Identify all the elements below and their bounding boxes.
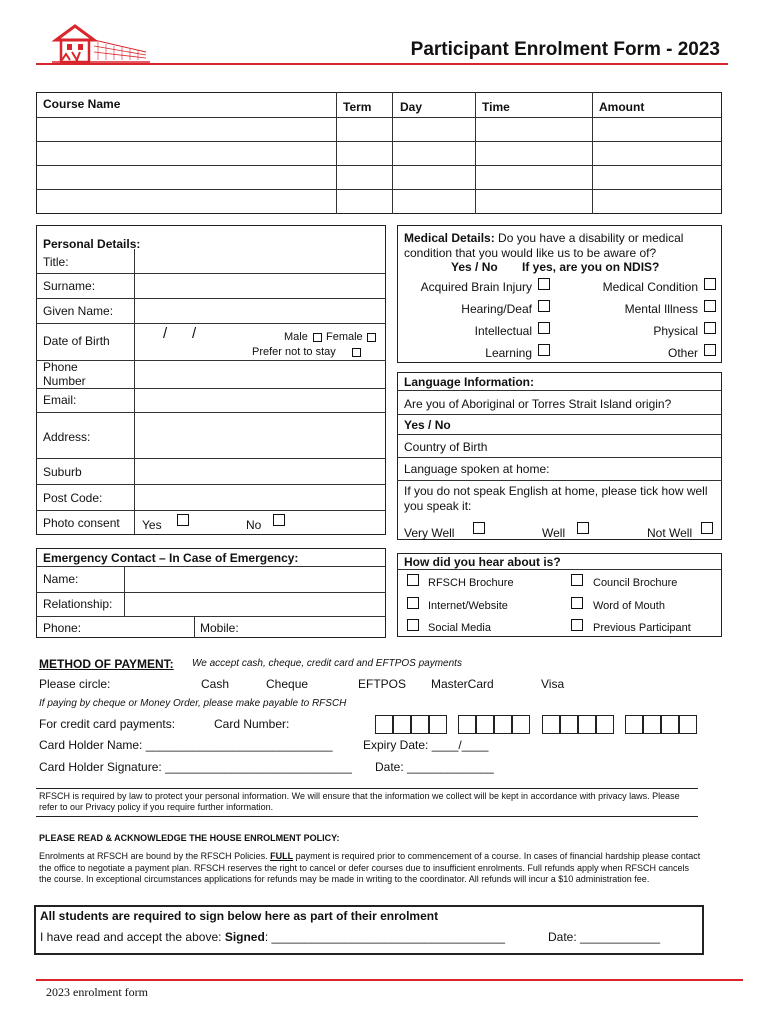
card-number-label: Card Number: — [214, 717, 290, 731]
origin-question: Are you of Aboriginal or Torres Strait Island origin? — [404, 397, 672, 411]
social-media-checkbox[interactable] — [407, 619, 419, 631]
course-row-1[interactable] — [38, 118, 720, 140]
course-row-4[interactable] — [38, 190, 720, 212]
origin-yes-no: Yes / No — [404, 418, 451, 432]
suburb-field[interactable] — [136, 460, 384, 483]
given-name-field[interactable] — [136, 300, 384, 322]
footer-rule — [36, 979, 743, 981]
word-of-mouth-label: Word of Mouth — [593, 600, 665, 612]
language-home-label: Language spoken at home: — [404, 462, 550, 476]
relationship-label: Relationship: — [43, 597, 113, 611]
dob-separator-1: / — [163, 325, 168, 342]
medical-option-abi: Acquired Brain Injury — [420, 280, 532, 294]
credit-card-label: For credit card payments: — [39, 717, 176, 731]
ndis-question: If yes, are you on NDIS? — [522, 260, 660, 274]
payment-date[interactable]: Date: _____________ — [375, 760, 494, 774]
medical-option-physical: Physical — [653, 324, 698, 338]
medical-option-hearing: Hearing/Deaf — [461, 302, 532, 316]
photo-consent-label: Photo consent — [43, 516, 120, 530]
emergency-phone-label: Phone: — [43, 621, 82, 635]
policy-text — [39, 851, 701, 886]
medical-option-intellectual: Intellectual — [474, 324, 532, 338]
abi-checkbox[interactable] — [538, 278, 550, 290]
country-of-birth-label: Country of Birth — [404, 440, 488, 454]
dob-field[interactable] — [136, 325, 246, 358]
footer-text: 2023 enrolment form — [46, 985, 148, 999]
course-row-2[interactable] — [38, 142, 720, 164]
phone-label: Phone Number — [43, 360, 86, 388]
medical-option-other: Other — [667, 346, 698, 360]
course-name-header: Course Name — [43, 97, 121, 111]
female-label: Female — [326, 331, 363, 343]
sign-line[interactable] — [40, 930, 505, 944]
postcode-label: Post Code: — [43, 491, 103, 505]
photo-no-checkbox[interactable] — [273, 514, 285, 526]
payment-cash[interactable]: Cash — [201, 677, 230, 691]
rfsch-brochure-checkbox[interactable] — [407, 574, 419, 586]
dob-separator-2: / — [192, 325, 197, 342]
medical-question — [404, 231, 716, 261]
internet-checkbox[interactable] — [407, 597, 419, 609]
postcode-field[interactable] — [136, 486, 384, 509]
policy-text-after: payment is required prior to commencement of a course. In cases of financial hardship please contact the office to negotiate a payment plan. RFSCH reserves the right to cancel or defer courses due to insufficient enrolments. Full refunds apply when RFSCH cancels the course. In exceptional circumstances applications for refunds may be made in writing to the coordinator. All refunds will incur a $10 administration fee. — [39, 851, 701, 884]
suburb-label: Suburb — [43, 465, 82, 479]
hearing-checkbox[interactable] — [538, 300, 550, 312]
title-rule — [36, 63, 728, 65]
emergency-name-label: Name: — [43, 572, 79, 586]
intellectual-checkbox[interactable] — [538, 322, 550, 334]
photo-yes-checkbox[interactable] — [177, 514, 189, 526]
well-label: Well — [542, 526, 566, 540]
not-well-label: Not Well — [647, 526, 693, 540]
rfsch-brochure-label: RFSCH Brochure — [428, 577, 514, 589]
internet-label: Internet/Website — [428, 600, 508, 612]
payment-visa[interactable]: Visa — [541, 677, 565, 691]
medical-condition-checkbox[interactable] — [704, 278, 716, 290]
medical-option-medical-condition: Medical Condition — [602, 280, 698, 294]
social-media-label: Social Media — [428, 622, 491, 634]
cheque-note: If paying by cheque or Money Order, please make payable to RFSCH — [39, 698, 347, 709]
payment-heading: METHOD OF PAYMENT: — [39, 657, 174, 671]
photo-no-label: No — [246, 518, 262, 532]
council-brochure-checkbox[interactable] — [571, 574, 583, 586]
word-of-mouth-checkbox[interactable] — [571, 597, 583, 609]
please-circle-label: Please circle: — [39, 677, 111, 691]
page-title: Participant Enrolment Form - 2023 — [410, 39, 720, 60]
sign-heading: All students are required to sign below here as part of their enrolment — [40, 909, 439, 923]
well-checkbox[interactable] — [577, 522, 589, 534]
very-well-checkbox[interactable] — [473, 522, 485, 534]
prefer-not-checkbox[interactable] — [352, 348, 361, 357]
prefer-not-label: Prefer not to stay — [252, 346, 336, 358]
personal-details-heading: Personal Details: — [43, 237, 141, 251]
signed-line: : ___________________________________ — [264, 930, 506, 944]
male-checkbox[interactable] — [313, 333, 322, 342]
medical-heading: Medical Details: — [404, 231, 495, 245]
privacy-note: RFSCH is required by law to protect your personal information. We will ensure that the information we collect will be kept in accordance with privacy laws. Please refer to our Privacy policy if you require further information. — [39, 791, 680, 812]
policy-text-before: Enrolments at RFSCH are bound by the RFSCH Policies. — [39, 851, 271, 861]
email-label: Email: — [43, 393, 77, 407]
email-field[interactable] — [136, 390, 384, 411]
medical-question-text: Do you have a disability or medical condition that you would like us to be aware of? — [404, 231, 684, 260]
hear-heading: How did you hear about is? — [404, 555, 561, 569]
medical-option-learning: Learning — [485, 346, 532, 360]
address-label: Address: — [43, 430, 91, 444]
policy-full: FULL — [270, 851, 294, 861]
title-label: Title: — [43, 255, 69, 269]
other-checkbox[interactable] — [704, 344, 716, 356]
relationship-field[interactable] — [126, 594, 384, 615]
amount-header: Amount — [599, 100, 645, 114]
mental-illness-checkbox[interactable] — [704, 300, 716, 312]
accept-text: I have read and accept the above: — [40, 930, 225, 944]
payment-cheque[interactable]: Cheque — [266, 677, 309, 691]
physical-checkbox[interactable] — [704, 322, 716, 334]
address-field[interactable] — [136, 414, 384, 457]
card-holder-signature[interactable]: Card Holder Signature: ____________________________ — [39, 760, 352, 774]
medical-option-mental-illness: Mental Illness — [624, 302, 698, 316]
emergency-mobile-label: Mobile: — [200, 621, 239, 635]
payment-eftpos[interactable]: EFTPOS — [358, 677, 407, 691]
not-well-checkbox[interactable] — [701, 522, 713, 534]
surname-label: Surname: — [43, 279, 96, 293]
photo-yes-label: Yes — [142, 518, 162, 532]
expiry-date[interactable]: Expiry Date: ____/____ — [363, 738, 489, 752]
course-row-3[interactable] — [38, 166, 720, 188]
english-question: If you do not speak English at home, please tick how well you speak it: — [404, 484, 708, 513]
payment-mastercard[interactable]: MasterCard — [431, 677, 494, 691]
council-brochure-label: Council Brochure — [593, 577, 678, 589]
card-number-field[interactable] — [375, 715, 699, 735]
term-header: Term — [343, 100, 372, 114]
surname-field[interactable] — [136, 275, 384, 297]
emergency-heading: Emergency Contact – In Case of Emergency: — [43, 551, 299, 565]
very-well-label: Very Well — [404, 526, 455, 540]
previous-participant-checkbox[interactable] — [571, 619, 583, 631]
previous-participant-label: Previous Participant — [593, 622, 691, 634]
payment-accept-note: We accept cash, cheque, credit card and EFTPOS payments — [192, 658, 462, 669]
card-holder-name[interactable]: Card Holder Name: ____________________________ — [39, 738, 333, 752]
male-label: Male — [284, 331, 308, 343]
policy-heading: PLEASE READ & ACKNOWLEDGE THE HOUSE ENROLMENT POLICY: — [39, 833, 340, 843]
phone-field[interactable] — [136, 362, 384, 387]
emergency-name-field[interactable] — [126, 568, 384, 591]
day-header: Day — [400, 100, 423, 114]
time-header: Time — [482, 100, 510, 114]
title-field[interactable] — [136, 251, 384, 272]
learning-checkbox[interactable] — [538, 344, 550, 356]
dob-label: Date of Birth — [43, 334, 110, 348]
female-checkbox[interactable] — [367, 333, 376, 342]
medical-yes-no: Yes / No — [451, 260, 498, 274]
given-name-label: Given Name: — [43, 304, 114, 318]
sign-date[interactable]: Date: ____________ — [548, 930, 661, 944]
language-heading: Language Information: — [404, 375, 534, 389]
signed-label: Signed — [224, 930, 265, 944]
